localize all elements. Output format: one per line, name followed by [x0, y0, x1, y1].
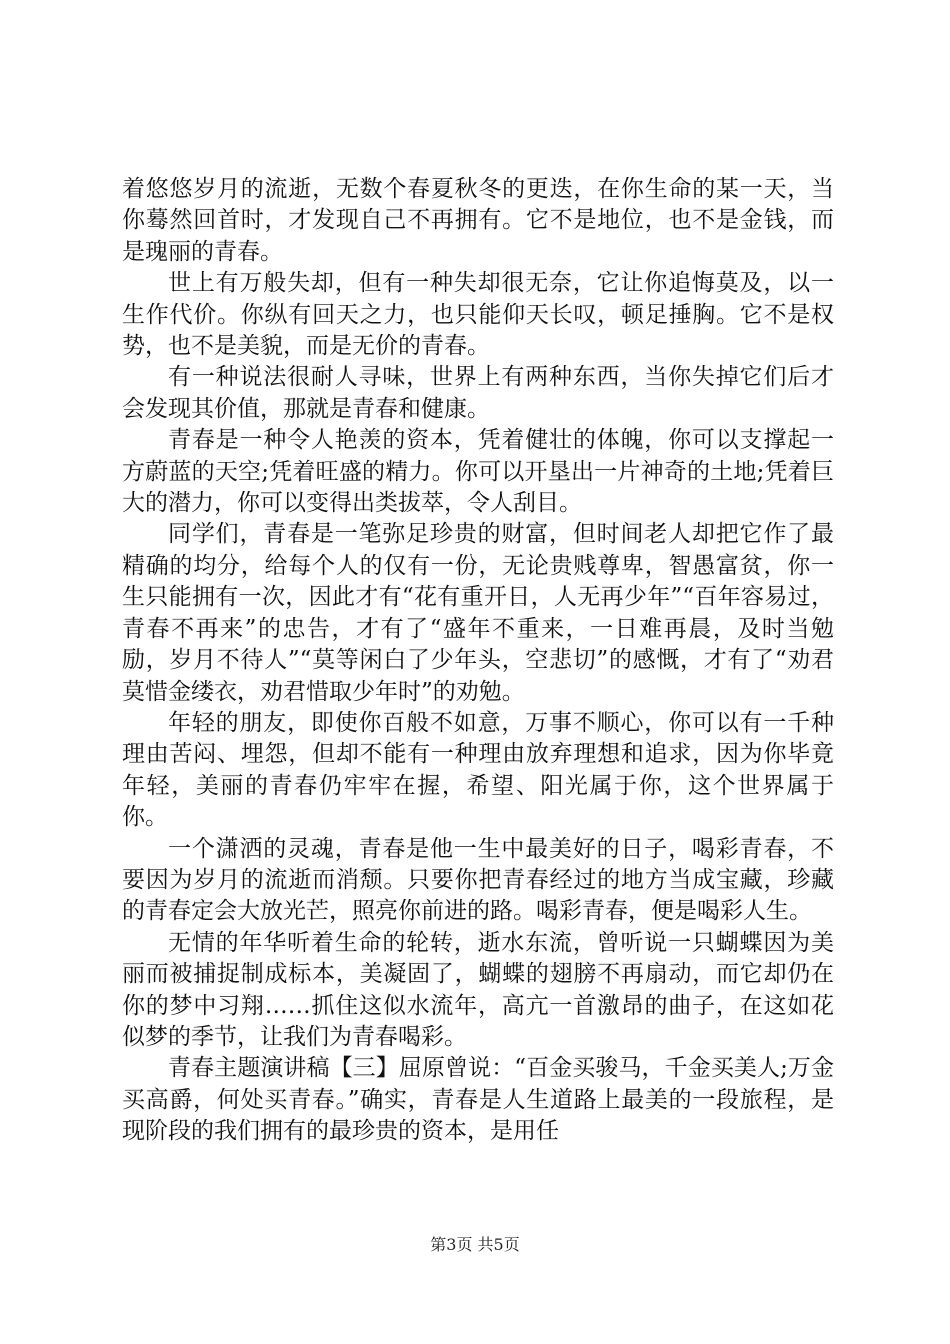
paragraph: 一个潇洒的灵魂，青春是他一生中最美好的日子，喝彩青春，不要因为岁月的流逝而消颓。只要你把青春经过的地方当成宝藏，珍藏的青春定会大放光芒，照亮你前进的路。喝彩青春，便是喝彩人生。 [122, 835, 834, 925]
paragraph: 年轻的朋友，即使你百般不如意，万事不顺心，你可以有一千种理由苦闷、埋怨，但却不能有一种理由放弃理想和追求，因为你毕竟年轻，美丽的青春仍牢牢在握，希望、阳光属于你，这个世界属于你。 [122, 709, 834, 831]
paragraph: 青春是一种令人艳羡的资本，凭着健壮的体魄，你可以支撑起一方蔚蓝的天空;凭着旺盛的精力。你可以开垦出一片神奇的土地;凭着巨大的潜力，你可以变得出类拔萃，令人刮目。 [122, 427, 834, 517]
paragraph: 着悠悠岁月的流逝，无数个春夏秋冬的更迭，在你生命的某一天，当你蓦然回首时，才发现自己不再拥有。它不是地位，也不是金钱，而是瑰丽的青春。 [122, 176, 834, 265]
paragraph: 同学们，青春是一笔弥足珍贵的财富，但时间老人却把它作了最精确的均分，给每个人的仅有一份，无论贵贱尊卑，智愚富贫，你一生只能拥有一次，因此才有“花有重开日，人无再少年”“百年容易过，青春不再来”的忠告，才有了“盛年不重来，一日难再晨，及时当勉励，岁月不待人”“莫等闲白了少年头，空悲切”的感慨，才有了“劝君莫惜金缕衣，劝君惜取少年时”的劝勉。 [122, 521, 834, 705]
page-number-footer: 第3页 共5页 [430, 1235, 520, 1254]
paragraph: 世上有万般失却，但有一种失却很无奈，它让你追悔莫及，以一生作代价。你纵有回天之力，也只能仰天长叹，顿足捶胸。它不是权势，也不是美貌，而是无价的青春。 [122, 270, 834, 360]
paragraph: 有一种说法很耐人寻味，世界上有两种东西，当你失掉它们后才会发现其价值，那就是青春和健康。 [122, 364, 834, 422]
document-body [122, 174, 834, 1148]
paragraph: 青春主题演讲稿【三】屈原曾说：“百金买骏马，千金买美人;万金买高爵，何处买青春。”确实，青春是人生道路上最美的一段旅程，是现阶段的我们拥有的最珍贵的资本，是用任 [122, 1055, 834, 1145]
paragraph: 无情的年华听着生命的轮转，逝水东流，曾听说一只蝴蝶因为美丽而被捕捉制成标本，美凝固了，蝴蝶的翅膀不再扇动，而它却仍在你的梦中习翔……抓住这似水流年，高亢一首激昂的曲子，在这如花似梦的季节，让我们为青春喝彩。 [122, 929, 834, 1050]
